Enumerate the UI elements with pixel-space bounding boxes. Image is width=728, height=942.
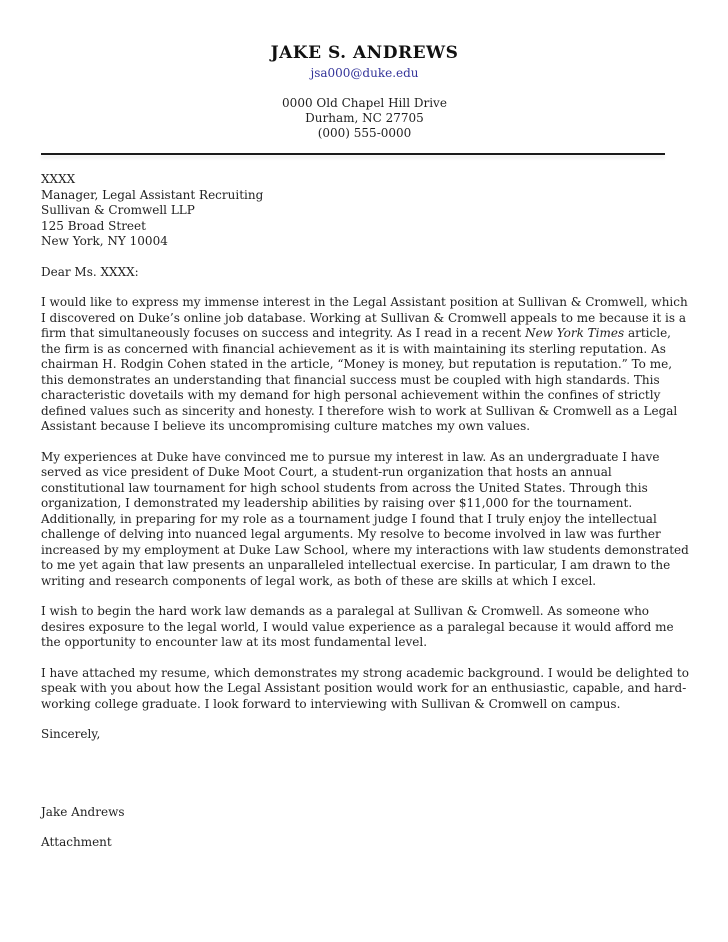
paragraph-1-text-after-italic: article, the firm is as concerned with financial achievement as it is with maintaining its sterling reputation. As chairman H. Rodgin Cohen stated in the article, “Money is money, but reputation is reputation.” To me, this demonstrates an understanding that financial success must be coupled with high standards. This characteristic dovetails with my demand for high personal achievement within the confines of strictly defined values such as sincerity and honesty. I therefore wish to work at Sullivan & Cromwell as a Legal Assistant because I believe its uncompromising culture matches my own values. <box>41 326 678 433</box>
sender-address <box>41 96 688 141</box>
paragraph-2: My experiences at Duke have convinced me to pursue my interest in law. As an undergraduate I have served as vice president of Duke Moot Court, a student-run organization that hosts an annual constitutional law tournament for high school students from across the United States. Through this organization, I demonstrated my leadership abilities by raising over $11,000 for the tournament. Additionally, in preparing for my role as a tournament judge I found that I truly enjoy the intellectual challenge of delving into nuanced legal arguments. My resolve to become involved in law was further increased by my employment at Duke Law School, where my interactions with law students demonstrated to me yet again that law presents an unparalleled intellectual exercise. In particular, I am drawn to the writing and research components of legal work, as both of these are skills at which I excel. <box>41 449 689 588</box>
paragraph-1-text-before-italic: I would like to express my immense interest in the Legal Assistant position at Sullivan & Cromwell, which I discovered on Duke’s online job database. Working at Sullivan & Cromwell appeals to me because it is a firm that simultaneously focuses on success and integrity. As I read in a recent <box>41 295 688 340</box>
paragraph-4: I have attached my resume, which demonstrates my strong academic background. I would be delighted to speak with you about how the Legal Assistant position would work for an enthusiastic, capable, and hard- working college graduate. I look forward to interviewing with Sullivan & Cromwell on campus. <box>41 665 689 711</box>
salutation: Dear Ms. XXXX: <box>41 264 139 279</box>
letter-header <box>41 44 688 155</box>
recipient-company: Sullivan & Cromwell LLP <box>41 203 195 217</box>
letter-body <box>41 172 691 851</box>
sender-name: JAKE S. ANDREWS <box>270 43 459 63</box>
signature-name: Jake Andrews <box>41 804 125 819</box>
paragraph-1 <box>41 295 691 435</box>
sender-address-line-2: Durham, NC 27705 <box>305 111 424 125</box>
sender-email-link[interactable]: jsa000@duke.edu <box>310 66 419 80</box>
valediction: Sincerely, <box>41 727 101 741</box>
sender-email <box>41 66 688 80</box>
sender-address-line-1: 0000 Old Chapel Hill Drive <box>282 96 447 110</box>
recipient-title: Manager, Legal Assistant Recruiting <box>41 187 264 202</box>
recipient-city: New York, NY 10004 <box>41 234 168 248</box>
recipient-name: XXXX <box>41 172 76 186</box>
paragraph-3: I wish to begin the hard work law demands as a paralegal at Sullivan & Cromwell. As someone who desires exposure to the legal world, I would value experience as a paralegal because it would afford me the opportunity to encounter law at its most fundamental level. <box>41 604 674 649</box>
attachment-note: Attachment <box>41 835 112 849</box>
recipient-street: 125 Broad Street <box>41 218 146 233</box>
recipient-block <box>41 172 691 250</box>
sender-address-line-3: (000) 555-0000 <box>317 126 412 140</box>
header-divider <box>41 153 665 155</box>
paragraph-1-italic-publication: New York Times <box>525 326 625 340</box>
